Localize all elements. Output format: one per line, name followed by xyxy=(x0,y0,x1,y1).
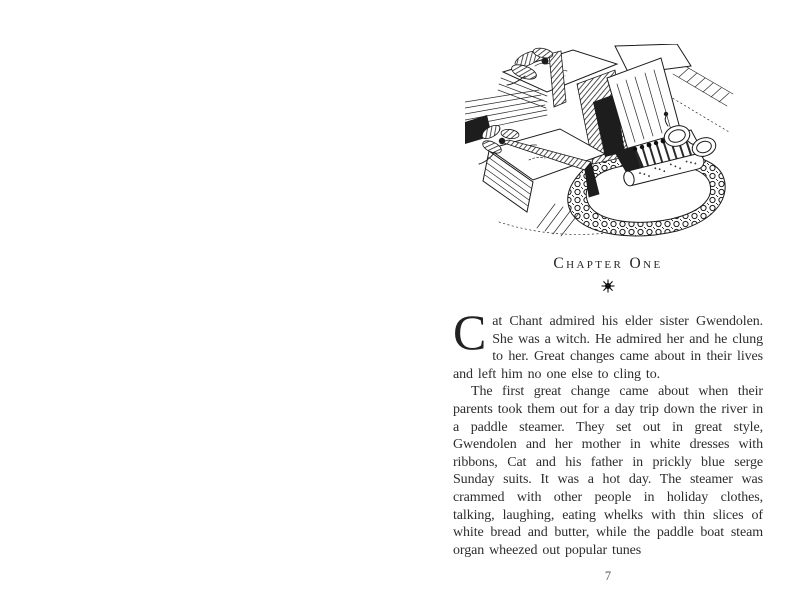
page-number: 7 xyxy=(604,569,612,583)
chapter-title: Chapter One xyxy=(553,255,663,272)
drop-cap: C xyxy=(453,304,487,360)
star-ornament-icon xyxy=(601,279,615,293)
letters-and-matches-illustration xyxy=(465,44,735,242)
paragraph-1-text: at Chant admired his elder sister Gwendolen. She was a witch. He admired her and he clung to her. Great changes came about in their lives and left him no one else to cling to. xyxy=(453,314,763,382)
chapter-ornament xyxy=(453,279,763,295)
body-text xyxy=(453,304,763,559)
right-page xyxy=(405,0,810,614)
paragraph-1 xyxy=(453,304,763,383)
paragraph-2: The first great change came about when their parents took them out for a day trip down the river in a paddle steamer. They set out in great style, Gwendolen and her mother in white dresses with ribbons, Cat and his father in prickly blue serge Sunday suits. It was a hot day. The steamer was crammed with other people in holiday clothes, talking, laughing, eating whelks with thin slices of white bread and butter, while the paddle boat steam organ wheezed out popular tunes xyxy=(453,384,763,558)
